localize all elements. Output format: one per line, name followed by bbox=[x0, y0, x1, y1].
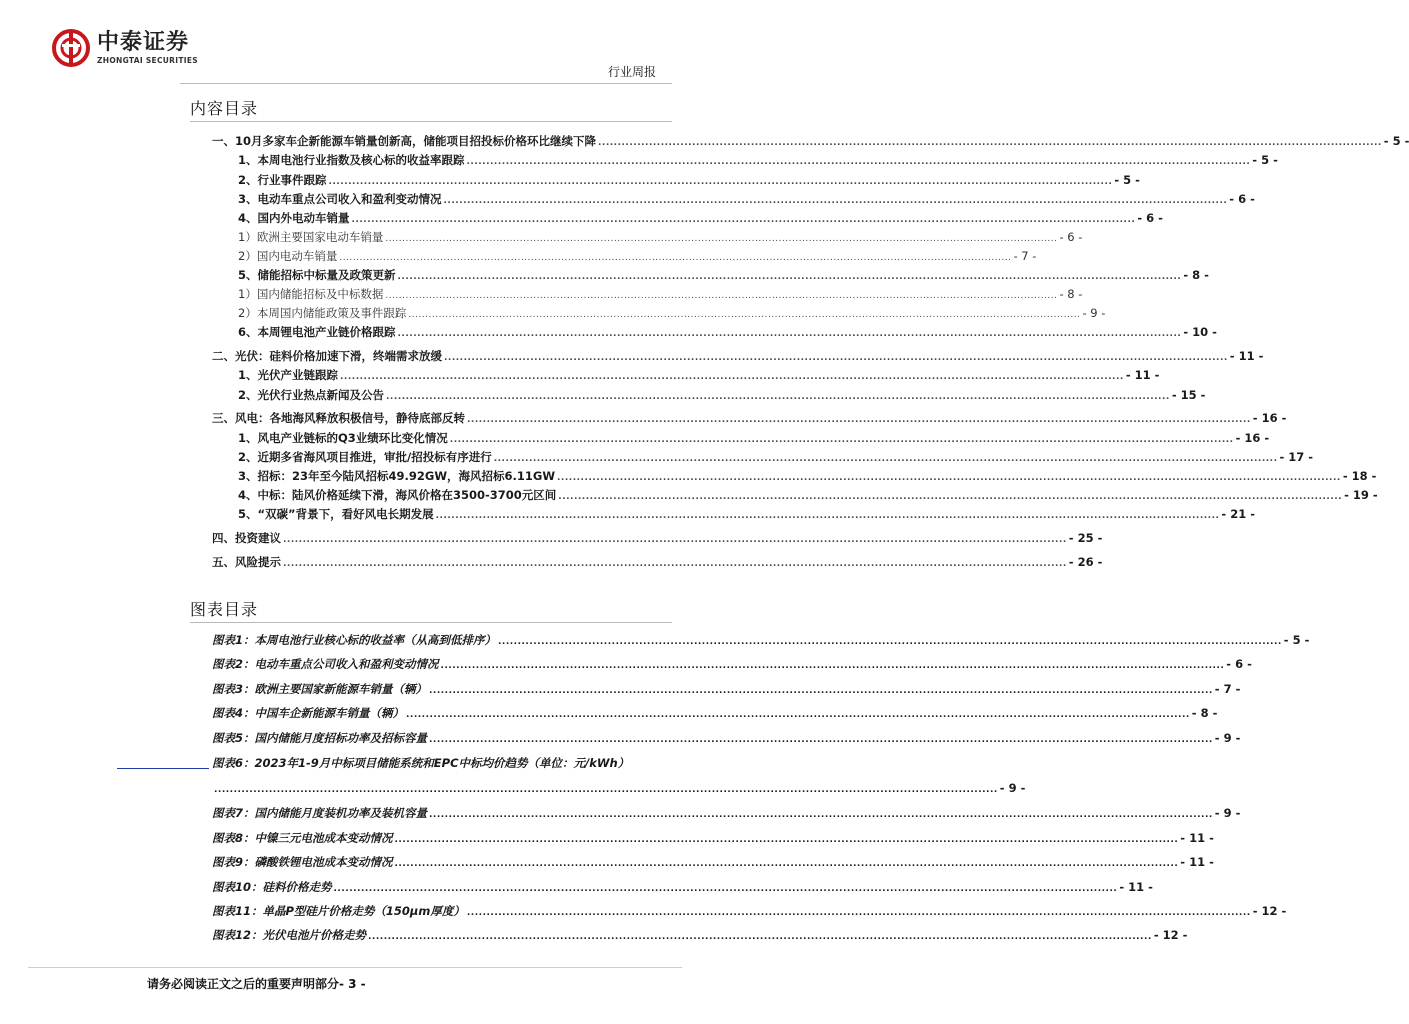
toc-entry-page: - 11 - bbox=[1229, 349, 1264, 363]
brand-name-en: ZHONGTAI SECURITIES bbox=[97, 55, 198, 65]
toc-entry-leader: ........................................................................................................................................................................................................ bbox=[449, 435, 1234, 445]
toc-entry-title: 2）本周国内储能政策及事件跟踪 bbox=[238, 306, 407, 320]
figure-entry-page: - 11 - bbox=[1119, 880, 1153, 894]
figure-entry-page: - 6 - bbox=[1226, 657, 1252, 671]
toc-entry[interactable] bbox=[238, 248, 1037, 266]
toc-entry[interactable] bbox=[212, 410, 1287, 428]
figure-entry-title: 图表6：2023年1-9月中标项目储能系统和EPC中标均价趋势（单位：元/kWh） bbox=[212, 756, 630, 770]
toc-entry-title: 6、本周锂电池产业链价格跟踪 bbox=[238, 325, 396, 339]
toc-entry-page: - 6 - bbox=[1229, 192, 1255, 206]
figure-entry-page: - 8 - bbox=[1191, 706, 1218, 720]
toc-entry[interactable] bbox=[238, 286, 1083, 304]
figure-entry[interactable] bbox=[212, 879, 1153, 897]
figure-entry-page: - 12 - bbox=[1252, 904, 1287, 918]
toc-entry-leader: ........................................................................................................................................................................................................ bbox=[385, 234, 1058, 244]
figure-entry-page: - 7 - bbox=[1214, 682, 1241, 696]
toc-entry[interactable] bbox=[238, 430, 1270, 448]
toc-entry-title: 5、储能招标中标量及政策更新 bbox=[238, 268, 396, 282]
toc-entry[interactable] bbox=[212, 554, 1103, 572]
figure-entry[interactable] bbox=[212, 632, 1310, 650]
header-divider bbox=[180, 83, 672, 84]
toc-entry[interactable] bbox=[238, 487, 1378, 505]
toc-entry-title: 3、电动车重点公司收入和盈利变动情况 bbox=[238, 192, 442, 206]
toc-entry-title: 2、近期多省海风项目推进，审批/招投标有序进行 bbox=[238, 450, 492, 464]
toc-entry-leader: ........................................................................................................................................................................................................ bbox=[467, 415, 1251, 425]
toc-entry-leader: ........................................................................................................................................................................................................ bbox=[444, 353, 1228, 363]
toc-entry[interactable] bbox=[238, 267, 1209, 285]
toc-entry-page: - 5 - bbox=[1383, 134, 1409, 148]
figure-entry-page: - 9 - bbox=[1214, 806, 1241, 820]
figure-entry-title: 图表11：单晶P型硅片价格走势（150μm厚度） bbox=[212, 904, 465, 918]
figure-entry[interactable] bbox=[212, 805, 1241, 823]
figures-title-divider bbox=[190, 622, 672, 623]
toc-title: 内容目录 bbox=[190, 99, 259, 118]
toc-entry-page: - 16 - bbox=[1252, 411, 1287, 425]
toc-entry-title: 三、风电：各地海风释放积极信号，静待底部反转 bbox=[212, 411, 465, 425]
figure-entry-title: 图表1：本周电池行业核心标的收益率（从高到低排序） bbox=[212, 633, 496, 647]
toc-entry-title: 1、风电产业链标的Q3业绩环比变化情况 bbox=[238, 431, 448, 445]
figure-entry[interactable] bbox=[212, 903, 1287, 921]
toc-entry[interactable] bbox=[238, 324, 1217, 342]
toc-entry-page: - 15 - bbox=[1171, 388, 1206, 402]
toc-entry-leader: ........................................................................................................................................................................................................ bbox=[385, 291, 1058, 301]
hyperlink-underline bbox=[117, 768, 209, 769]
toc-entry-title: 1）国内储能招标及中标数据 bbox=[238, 287, 384, 301]
figure-entry-page: - 12 - bbox=[1153, 928, 1188, 942]
footer-disclaimer: 请务必阅读正文之后的重要声明部分- 3 - bbox=[147, 977, 366, 991]
figure-entry-leader: ........................................................................................................................................................................................................ bbox=[429, 735, 1213, 745]
toc-entry[interactable] bbox=[212, 530, 1103, 548]
toc-entry-leader: ........................................................................................................................................................................................................ bbox=[443, 196, 1228, 206]
toc-entry-title: 5、“双碳”背景下，看好风电长期发展 bbox=[238, 507, 434, 521]
toc-entry-leader: ........................................................................................................................................................................................................ bbox=[386, 392, 1170, 402]
figure-entry-title: 图表4：中国车企新能源车销量（辆） bbox=[212, 706, 404, 720]
toc-entry-page: - 26 - bbox=[1068, 555, 1103, 569]
toc-entry[interactable] bbox=[212, 348, 1264, 366]
figure-entry[interactable] bbox=[212, 730, 1241, 748]
figure-entry-title: 图表3：欧洲主要国家新能源车销量（辆） bbox=[212, 682, 427, 696]
toc-entry-leader: ........................................................................................................................................................................................................ bbox=[598, 138, 1382, 148]
toc-entry[interactable] bbox=[238, 449, 1314, 467]
figure-entry-title: 图表2：电动车重点公司收入和盈利变动情况 bbox=[212, 657, 439, 671]
toc-entry-leader: ........................................................................................................................................................................................................ bbox=[340, 372, 1124, 382]
figure-entry-title: 图表10：硅料价格走势 bbox=[212, 880, 332, 894]
toc-entry-title: 2）国内电动车销量 bbox=[238, 249, 338, 263]
toc-entry-leader: ........................................................................................................................................................................................................ bbox=[408, 310, 1081, 320]
toc-entry-title: 二、光伏：硅料价格加速下滑，终端需求放缓 bbox=[212, 349, 442, 363]
toc-entry-leader: ........................................................................................................................................................................................................ bbox=[339, 253, 1012, 263]
toc-entry-page: - 18 - bbox=[1342, 469, 1377, 483]
toc-entry-leader: ........................................................................................................................................................................................................ bbox=[397, 272, 1182, 282]
report-type-label: 行业周报 bbox=[607, 65, 656, 79]
figure-entry-title: 图表5：国内储能月度招标功率及招标容量 bbox=[212, 731, 427, 745]
toc-entry-leader: ........................................................................................................................................................................................................ bbox=[558, 492, 1343, 502]
toc-entry[interactable] bbox=[238, 367, 1160, 385]
toc-entry-title: 4、国内外电动车销量 bbox=[238, 211, 350, 225]
toc-entry-leader: ........................................................................................................................................................................................................ bbox=[328, 177, 1113, 187]
company-logo bbox=[52, 29, 198, 67]
toc-entry[interactable] bbox=[238, 229, 1083, 247]
toc-entry-leader: ........................................................................................................................................................................................................ bbox=[493, 454, 1278, 464]
footer-divider bbox=[28, 967, 682, 968]
toc-entry-title: 2、行业事件跟踪 bbox=[238, 173, 327, 187]
figure-entry[interactable] bbox=[212, 830, 1214, 848]
toc-entry-page: - 5 - bbox=[1252, 153, 1278, 167]
figures-title: 图表目录 bbox=[190, 600, 259, 619]
toc-entry-page: - 9 - bbox=[1082, 306, 1106, 320]
toc-entry-title: 四、投资建议 bbox=[212, 531, 281, 545]
toc-entry-page: - 19 - bbox=[1344, 488, 1378, 502]
figure-entry-page: - 9 - bbox=[999, 781, 1026, 795]
toc-entry[interactable] bbox=[238, 152, 1278, 170]
toc-entry-page: - 11 - bbox=[1125, 368, 1160, 382]
figure-entry[interactable] bbox=[212, 755, 674, 771]
figure-entry-title: 图表9：磷酸铁锂电池成本变动情况 bbox=[212, 855, 393, 869]
toc-entry-title: 1）欧洲主要国家电动车销量 bbox=[238, 230, 384, 244]
toc-entry-page: - 25 - bbox=[1068, 531, 1103, 545]
toc-entry-page: - 6 - bbox=[1137, 211, 1163, 225]
figure-entry-leader: ........................................................................................................................................................................................................ bbox=[214, 785, 998, 795]
toc-entry[interactable] bbox=[212, 133, 1409, 151]
figure-entry-leader: ........................................................................................................................................................................................................ bbox=[429, 686, 1213, 696]
figure-entry-leader: ........................................................................................................................................................................................................ bbox=[368, 932, 1152, 942]
toc-entry-title: 2、光伏行业热点新闻及公告 bbox=[238, 388, 385, 402]
toc-entry[interactable] bbox=[238, 387, 1206, 405]
figure-entry-page: - 11 - bbox=[1180, 855, 1214, 869]
toc-entry[interactable] bbox=[238, 172, 1140, 190]
toc-entry-page: - 16 - bbox=[1235, 431, 1270, 445]
toc-entry[interactable] bbox=[238, 191, 1255, 209]
toc-entry-title: 1、本周电池行业指数及核心标的收益率跟踪 bbox=[238, 153, 465, 167]
figure-entry-leader: ........................................................................................................................................................................................................ bbox=[333, 884, 1118, 894]
toc-entry-title: 五、风险提示 bbox=[212, 555, 281, 569]
toc-entry-leader: ........................................................................................................................................................................................................ bbox=[283, 559, 1067, 569]
figure-entry-leader: ........................................................................................................................................................................................................ bbox=[429, 810, 1213, 820]
toc-entry-title: 3、招标：23年至今陆风招标49.92GW，海风招标6.11GW bbox=[238, 469, 556, 483]
toc-entry-page: - 5 - bbox=[1114, 173, 1140, 187]
figure-entry[interactable] bbox=[212, 705, 1218, 723]
figure-entry-title: 图表12：光伏电池片价格走势 bbox=[212, 928, 367, 942]
figure-entry-leader: ........................................................................................................................................................................................................ bbox=[440, 661, 1225, 671]
toc-entry[interactable] bbox=[238, 305, 1106, 323]
toc-entry[interactable] bbox=[238, 506, 1255, 524]
figure-entry-leader: ........................................................................................................................................................................................................ bbox=[406, 710, 1190, 720]
figure-entry[interactable] bbox=[212, 656, 1252, 674]
zhongtai-logo-icon bbox=[52, 29, 90, 67]
figure-entry-leader: ........................................................................................................................................................................................................ bbox=[394, 835, 1179, 845]
figure-entry[interactable] bbox=[212, 854, 1214, 872]
figure-entry[interactable] bbox=[212, 927, 1188, 945]
toc-entry-page: - 7 - bbox=[1013, 249, 1037, 263]
figure-entry-continuation[interactable] bbox=[212, 780, 1026, 798]
toc-entry-leader: ........................................................................................................................................................................................................ bbox=[557, 473, 1341, 483]
brand-name-cn: 中泰证券 bbox=[97, 29, 190, 55]
toc-entry-leader: ........................................................................................................................................................................................................ bbox=[283, 535, 1067, 545]
toc-entry-title: 1、光伏产业链跟踪 bbox=[238, 368, 339, 382]
toc-entry-leader: ........................................................................................................................................................................................................ bbox=[397, 329, 1182, 339]
figure-entry-page: - 5 - bbox=[1283, 633, 1310, 647]
figure-entry-page: - 11 - bbox=[1180, 831, 1214, 845]
toc-entry-page: - 8 - bbox=[1059, 287, 1083, 301]
figure-entry-page: - 9 - bbox=[1214, 731, 1241, 745]
figure-entry-title: 图表8：中镍三元电池成本变动情况 bbox=[212, 831, 393, 845]
figure-entry-leader: ........................................................................................................................................................................................................ bbox=[498, 637, 1282, 647]
toc-entry-title: 4、中标：陆风价格延续下滑，海风价格在3500-3700元区间 bbox=[238, 488, 557, 502]
toc-entry-leader: ........................................................................................................................................................................................................ bbox=[435, 511, 1220, 521]
figure-entry[interactable] bbox=[212, 681, 1241, 699]
page-header bbox=[0, 0, 724, 90]
toc-entry-page: - 8 - bbox=[1183, 268, 1209, 282]
toc-entry[interactable] bbox=[238, 468, 1377, 486]
toc-entry-page: - 10 - bbox=[1183, 325, 1217, 339]
toc-entry[interactable] bbox=[238, 210, 1163, 228]
toc-entry-page: - 17 - bbox=[1279, 450, 1314, 464]
figure-entry-title: 图表7：国内储能月度装机功率及装机容量 bbox=[212, 806, 427, 820]
toc-entry-title: 一、10月多家车企新能源车销量创新高，储能项目招投标价格环比继续下降 bbox=[212, 134, 596, 148]
figure-entry-leader: ........................................................................................................................................................................................................ bbox=[394, 859, 1179, 869]
toc-entry-leader: ........................................................................................................................................................................................................ bbox=[466, 157, 1251, 167]
toc-entry-leader: ........................................................................................................................................................................................................ bbox=[351, 215, 1136, 225]
figure-entry-leader: ........................................................................................................................................................................................................ bbox=[466, 908, 1251, 918]
toc-title-divider bbox=[190, 121, 672, 122]
toc-entry-page: - 21 - bbox=[1221, 507, 1255, 521]
toc-entry-page: - 6 - bbox=[1059, 230, 1083, 244]
